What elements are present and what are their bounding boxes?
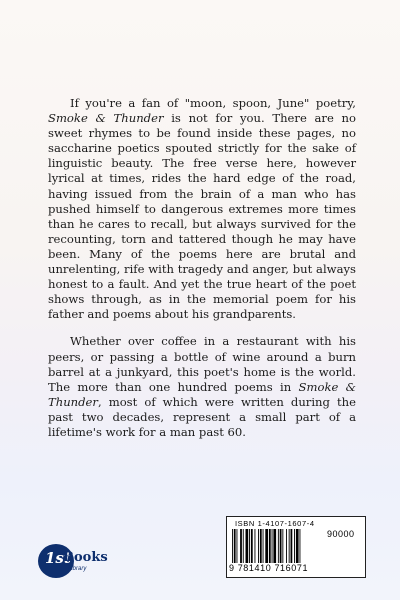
blurb-text: , most of which were written during the past two decades, represent a small part of a lifetime's work for a man past 60. bbox=[48, 394, 356, 439]
book-title: Smoke & Thunder bbox=[48, 111, 164, 126]
barcode-bar bbox=[232, 529, 233, 563]
logo-word: Books bbox=[63, 550, 108, 565]
back-cover-blurb bbox=[48, 96, 356, 452]
barcode-bar bbox=[240, 529, 242, 563]
barcode-bar bbox=[260, 529, 262, 563]
barcode-bar bbox=[237, 529, 238, 563]
barcode-bar bbox=[296, 529, 299, 563]
barcode-bar bbox=[282, 529, 283, 563]
barcode-bar bbox=[291, 529, 293, 563]
barcode-bar bbox=[255, 529, 256, 563]
publisher-logo bbox=[38, 544, 108, 578]
barcode-bar bbox=[289, 529, 290, 563]
price-code: 90000 bbox=[327, 529, 355, 539]
isbn-barcode bbox=[226, 516, 366, 578]
blurb-text: is not for you. There are no sweet rhymes to be found inside these pages, no saccharine poetics spouted strictly for the sake of linguistic beauty. The free verse here, however lyrical at times, rides the hard edge of the road, having issued from the brain of a man who has pushed himself to dangerous extremes more times than he cares to recall, but always survived for the recounting, torn and tattered though he may have been. Many of the poems here are brutal and unrelenting, rife with tragedy and anger, but always honest to a fault. And yet the true heart of the poet shows through, as in the memorial poem for his father and poems about his grandparents. bbox=[48, 111, 356, 322]
barcode-bar bbox=[272, 529, 273, 563]
barcode-digits: 9 781410 716071 bbox=[229, 563, 309, 573]
isbn-label: ISBN 1-4107-1607-4 bbox=[235, 519, 315, 528]
barcode-bar bbox=[286, 529, 287, 563]
barcode-bar bbox=[263, 529, 264, 563]
barcode-bar bbox=[258, 529, 259, 563]
barcode-bar bbox=[278, 529, 279, 563]
barcode-bar bbox=[251, 529, 253, 563]
barcode-bar bbox=[234, 529, 236, 563]
blurb-text: If you're a fan of "moon, spoon, June" poetry, bbox=[70, 96, 356, 110]
book-title: Smoke & Thunder bbox=[48, 379, 356, 409]
barcode-bar bbox=[265, 529, 268, 563]
barcode-bar bbox=[246, 529, 249, 563]
barcode-bar bbox=[249, 529, 250, 563]
blurb-text: Whether over coffee in a restaurant with his peers, or passing a bottle of wine around a burn barrel at a junkyard, this poet's home is the world. The more than one hundred poems in bbox=[48, 334, 356, 394]
barcode-bar bbox=[269, 529, 271, 563]
barcode-bar bbox=[273, 529, 276, 563]
barcode-bars bbox=[231, 529, 327, 563]
logo-subtitle: Library bbox=[68, 566, 87, 572]
barcode-bar bbox=[280, 529, 282, 563]
blurb-paragraph-2 bbox=[48, 334, 356, 440]
blurb-paragraph-1 bbox=[48, 96, 356, 322]
logo-number: 1st bbox=[45, 549, 71, 567]
barcode-bar bbox=[294, 529, 295, 563]
barcode-bar bbox=[300, 529, 301, 563]
barcode-bar bbox=[243, 529, 244, 563]
